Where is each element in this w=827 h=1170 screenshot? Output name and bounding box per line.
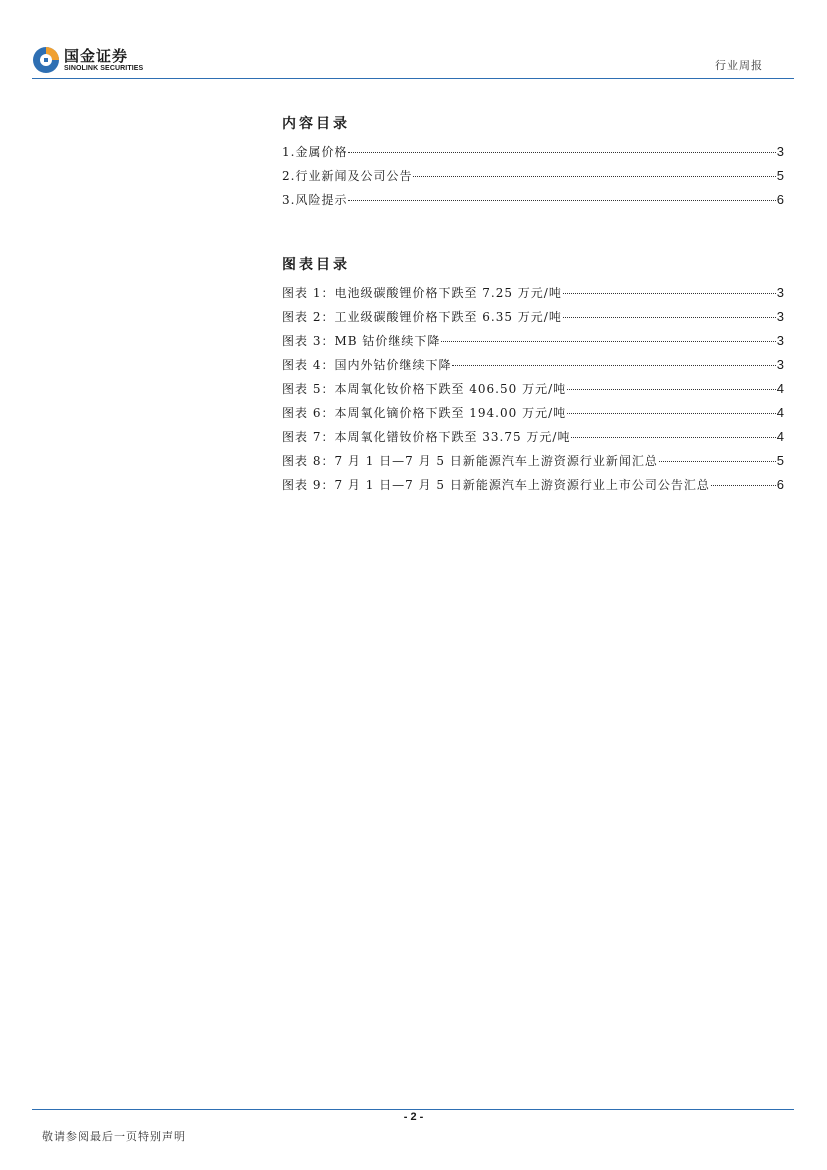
figure-entry-page: 3 [776, 357, 784, 372]
figure-entry-page: 4 [776, 429, 784, 444]
figures-list [282, 281, 784, 497]
dot-leader [711, 485, 776, 486]
dot-leader [567, 413, 776, 414]
figure-entry-page: 3 [776, 285, 784, 300]
header-divider [32, 78, 794, 79]
figure-entry-label: 图表 7：本周氧化镨钕价格下跌至 33.75 万元/吨 [282, 430, 571, 444]
footer-divider [32, 1109, 794, 1110]
company-logo [32, 46, 143, 74]
report-type-label: 行业周报 [715, 59, 763, 72]
dot-leader [441, 341, 775, 342]
logo-english-name: SINOLINK SECURITIES [64, 64, 144, 72]
figure-entry-label: 图表 8：7 月 1 日—7 月 5 日新能源汽车上游资源行业新闻汇总 [282, 454, 658, 468]
figure-entry[interactable] [282, 353, 784, 377]
contents-entry[interactable] [282, 164, 784, 188]
contents-list [282, 140, 784, 212]
figure-entry-label: 图表 9：7 月 1 日—7 月 5 日新能源汽车上游资源行业上市公司公告汇总 [282, 478, 710, 492]
contents-toc [282, 114, 784, 212]
dot-leader [659, 461, 776, 462]
contents-entry-label: 1.金属价格 [282, 145, 348, 159]
figure-entry-page: 3 [776, 309, 784, 324]
figure-entry[interactable] [282, 329, 784, 353]
dot-leader [348, 200, 775, 201]
contents-entry-page: 5 [776, 168, 784, 183]
disclaimer-text: 敬请参阅最后一页特别声明 [42, 1130, 186, 1143]
contents-entry-page: 3 [776, 144, 784, 159]
sinolink-logo-icon [32, 46, 60, 74]
contents-entry-page: 6 [776, 192, 784, 207]
contents-entry[interactable] [282, 188, 784, 212]
contents-heading: 内容目录 [282, 116, 350, 132]
figure-entry[interactable] [282, 473, 784, 497]
dot-leader [413, 176, 775, 177]
figure-entry-label: 图表 5：本周氧化钕价格下跌至 406.50 万元/吨 [282, 382, 567, 396]
figure-entry[interactable] [282, 425, 784, 449]
page-header [0, 0, 827, 82]
figure-entry-label: 图表 3：MB 钴价继续下降 [282, 334, 441, 348]
figure-entry-page: 4 [776, 381, 784, 396]
page-number: - 2 - [403, 1111, 424, 1123]
dot-leader [563, 317, 776, 318]
dot-leader [567, 389, 776, 390]
figure-entry-page: 4 [776, 405, 784, 420]
figure-entry[interactable] [282, 449, 784, 473]
figure-entry[interactable] [282, 281, 784, 305]
figure-entry-page: 3 [776, 333, 784, 348]
contents-entry[interactable] [282, 140, 784, 164]
contents-entry-label: 3.风险提示 [282, 193, 348, 207]
logo-chinese-name: 国金证券 [64, 46, 129, 65]
figure-entry-label: 图表 4：国内外钴价继续下降 [282, 358, 452, 372]
figure-entry[interactable] [282, 377, 784, 401]
figure-entry-page: 5 [776, 453, 784, 468]
figure-entry-label: 图表 2：工业级碳酸锂价格下跌至 6.35 万元/吨 [282, 310, 562, 324]
figures-heading: 图表目录 [282, 257, 350, 273]
figures-toc [282, 255, 784, 497]
dot-leader [563, 293, 776, 294]
dot-leader [571, 437, 775, 438]
dot-leader [452, 365, 775, 366]
figure-entry[interactable] [282, 401, 784, 425]
figure-entry-label: 图表 6：本周氧化镝价格下跌至 194.00 万元/吨 [282, 406, 567, 420]
figure-entry-page: 6 [776, 477, 784, 492]
figure-entry[interactable] [282, 305, 784, 329]
dot-leader [348, 152, 775, 153]
figure-entry-label: 图表 1：电池级碳酸锂价格下跌至 7.25 万元/吨 [282, 286, 562, 300]
contents-entry-label: 2.行业新闻及公司公告 [282, 169, 413, 183]
